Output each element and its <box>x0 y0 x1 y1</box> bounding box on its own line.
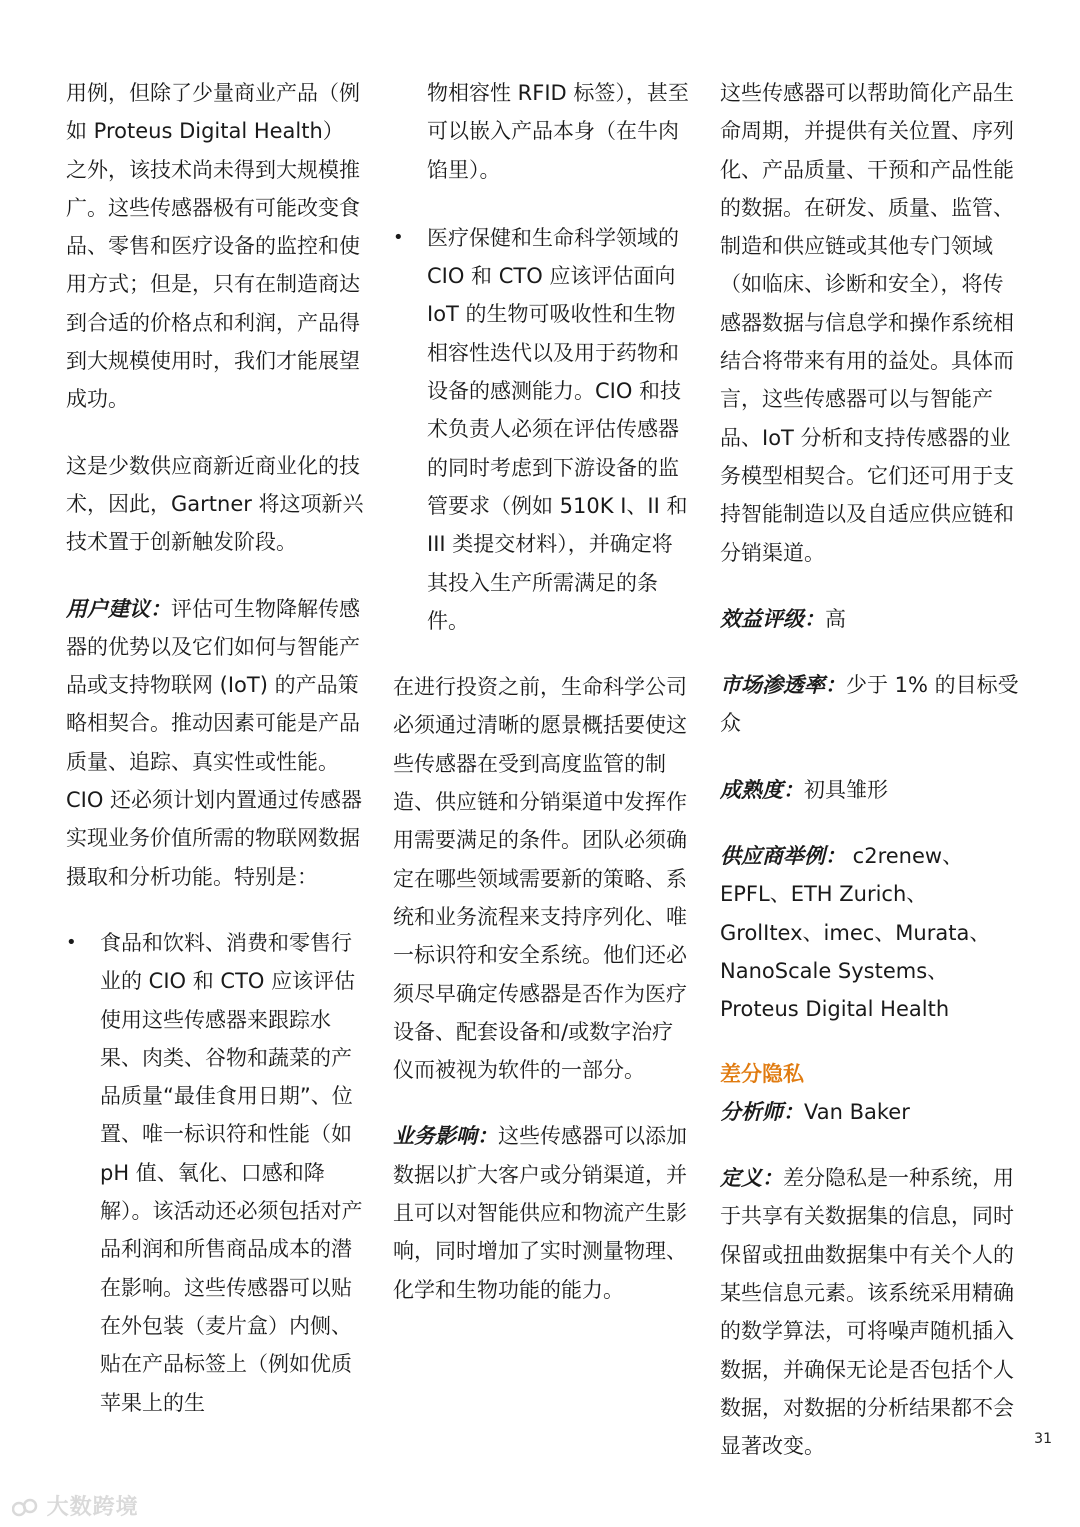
maturity <box>720 771 1020 809</box>
user-advice-label: 用户建议： <box>66 596 171 621</box>
analyst <box>720 1093 1020 1131</box>
paragraph-user-advice <box>66 590 364 896</box>
paragraph-use-case: 用例，但除了少量商业产品（例如 Proteus Digital Health）之外，该技术尚未得到大规模推广。这些传感器极有可能改变食品、零售和医疗设备的监控和使用方式；但是，只有在制造商达到合适的价格点和利润，产品得到大规模使用时，我们才能展望成功。 <box>66 81 360 412</box>
page-number: 31 <box>1034 1431 1052 1447</box>
benefit-rating-label: 效益评级： <box>720 606 825 631</box>
advice-bullet-list <box>66 924 364 1422</box>
bullet-food-retail: • 食品和饮料、消费和零售行业的 CIO 和 CTO 应该评估使用这些传感器来跟踪水果、肉类、谷物和蔬菜的产品质量“最佳食用日期”、位置、唯一标识符和性能（如 pH 值、氧化、口感和降解）。该活动还必须包括对产品利润和所售商品成本的潜在影响。这些传感器可以贴在外包装（麦片盒）内侧、贴在产品标签上（例如优质苹果上的生 <box>66 924 364 1422</box>
bullet-food-retail-continued: 物相容性 RFID 标签），甚至可以嵌入产品本身（在牛肉馅里）。 <box>427 81 689 182</box>
paragraph-business-impact <box>393 1117 693 1308</box>
market-penetration <box>720 666 1020 743</box>
maturity-value: 初具雏形 <box>804 777 888 802</box>
analyst-value: Van Baker <box>804 1099 910 1124</box>
column-left <box>66 74 364 1450</box>
paragraph-life-science: 在进行投资之前，生命科学公司必须通过清晰的愿景概括要使这些传感器在受到高度监管的制造、供应链和分销渠道中发挥作用需要满足的条件。团队必须确定在哪些领域需要新的策略、系统和业务流程来支持序列化、唯一标识符和安全系统。他们还必须尽早确定传感器是否作为医疗设备、配套设备和/或数字治疗仪而被视为软件的一部分。 <box>393 675 687 1083</box>
business-impact-label: 业务影响： <box>393 1124 498 1149</box>
definition-text: 差分隐私是一种系统，用于共享有关数据集的信息，同时保留或扭曲数据集中有关个人的某些信息元素。该系统采用精确的数学算法，可将噪声随机插入数据，并确保无论是否包括个人数据，对数据的分析结果都不会显著改变。 <box>720 1166 1014 1459</box>
maturity-label: 成熟度： <box>720 777 804 802</box>
definition <box>720 1159 1020 1465</box>
analyst-label: 分析师： <box>720 1099 804 1124</box>
paragraph-innovation-trigger: 这是少数供应商新近商业化的技术，因此，Gartner 将这项新兴技术置于创新触发阶段。 <box>66 453 364 555</box>
watermark-text: 大数跨境 <box>46 1495 139 1520</box>
user-advice-text: 评估可生物降解传感器的优势以及它们如何与智能产品或支持物联网 (IoT) 的产品策略相契合。推动因素可能是产品质量、追踪、真实性或性能。CIO 还必须计划内置通过传感器实现业务价值所需的物联网数据摄取和分析功能。特别是： <box>66 596 363 889</box>
watermark <box>12 1490 139 1521</box>
section-title-differential-privacy: 差分隐私 <box>720 1061 804 1086</box>
market-penetration-value: 少于 1% 的目标受众 <box>720 673 1019 736</box>
watermark-logo-icon <box>12 1497 38 1519</box>
benefit-rating-value: 高 <box>825 606 846 631</box>
benefit-rating <box>720 600 1020 638</box>
sample-vendors <box>720 837 1020 1028</box>
advice-bullet-list-2 <box>393 219 693 640</box>
column-middle <box>393 74 693 1337</box>
definition-label: 定义： <box>720 1166 783 1191</box>
sample-vendors-value: c2renew、EPFL、ETH Zurich、GrolItex、imec、Murata、NanoScale Systems、Proteus Digital Health <box>720 844 991 1022</box>
column-right <box>720 74 1020 1494</box>
paragraph-lifecycle: 这些传感器可以帮助简化产品生命周期，并提供有关位置、序列化、产品质量、干预和产品性能的数据。在研发、质量、监管、制造和供应链或其他专门领域（如临床、诊断和安全），将传感器数据与信息学和操作系统相结合将带来有用的益处。具体而言，这些传感器可以与智能产品、IoT 分析和支持传感器的业务模型相契合。它们还可用于支持智能制造以及自适应供应链和分销渠道。 <box>720 81 1014 565</box>
bullet-healthcare: • 医疗保健和生命科学领域的 CIO 和 CTO 应该评估面向 IoT 的生物可吸收性和生物相容性迭代以及用于药物和设备的感测能力。CIO 和技术负责人必须在评估传感器的同时考虑到下游设备的监管要求（例如 510K I、II 和 III 类提交材料），并确定将其投入生产所需满足的条件。 <box>393 219 693 640</box>
business-impact-text: 这些传感器可以添加数据以扩大客户或分销渠道，并且可以对智能供应和物流产生影响，同时增加了实时测量物理、化学和生物功能的能力。 <box>393 1124 687 1302</box>
sample-vendors-label: 供应商举例： <box>720 844 846 869</box>
market-penetration-label: 市场渗透率： <box>720 673 846 698</box>
